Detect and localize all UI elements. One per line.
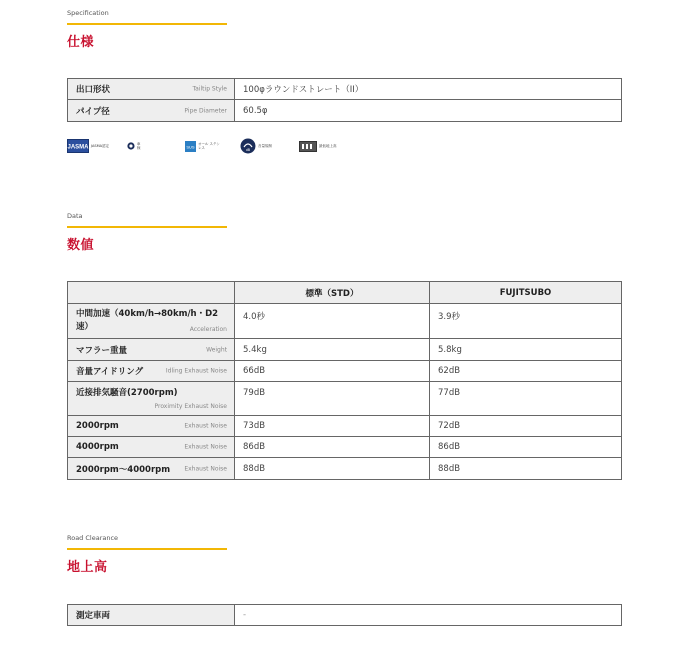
data-label-jp: 4000rpm [76,442,119,452]
spec-value: 60.5φ [235,100,622,122]
spec-label-en: Tailtip Style [192,85,227,93]
svg-text:dB: dB [245,148,251,152]
data-row-2000rpm [68,416,622,437]
data-label-cell [68,458,235,480]
clearance-accent-line [67,548,227,550]
jasma-caption: JASMA認定 [91,144,110,148]
data-header-row [68,282,622,304]
data-row-weight [68,339,622,361]
data-table [67,281,622,480]
data-header-fujitsubo: FUJITSUBO [430,282,622,304]
data-label-jp: 2000rpm～4000rpm [76,464,171,475]
data-std-value: 4.0秒 [235,304,430,339]
data-section-en-label: Data [67,212,83,220]
clearance-label-jp: 測定車両 [76,611,111,621]
spec-label-jp: パイプ径 [76,106,110,117]
data-label-jp: マフラー重量 [76,345,128,356]
data-std-value: 66dB [235,361,430,382]
data-std-value: 88dB [235,458,430,480]
clearance-value: - [235,605,622,626]
vehicle-inspection-caption: 車検 [136,142,141,150]
data-label-cell [68,361,235,382]
svg-text:SUS: SUS [186,144,195,149]
data-row-idling-noise [68,361,622,382]
clearance-row-vehicle [68,605,622,626]
clearance-table [67,604,622,626]
spec-row-tailtip [68,79,622,100]
data-label-en: Proximity Exhaust Noise [154,403,227,410]
spec-label-cell [68,100,235,122]
data-label-en: Weight [206,346,227,353]
spec-label-en: Pipe Diameter [184,107,227,114]
data-std-value: 73dB [235,416,430,437]
spec-section-title: 仕様 [67,35,95,50]
noise-regulation-caption: 音量規制 [258,144,272,148]
data-label-en: Idling Exhaust Noise [165,367,227,375]
data-header-blank [68,282,235,304]
data-label-jp: 2000rpm [76,421,119,431]
data-fujitsubo-value: 86dB [430,437,622,458]
clearance-section-title: 地上高 [67,560,108,575]
svg-text:JASMA: JASMA [67,144,89,151]
data-fujitsubo-value: 77dB [430,382,622,416]
road-clearance-icon [299,138,345,154]
data-fujitsubo-value: 3.9秒 [430,304,622,339]
all-stainless-icon [185,138,220,154]
spec-accent-line [67,23,227,25]
data-fujitsubo-value: 72dB [430,416,622,437]
data-fujitsubo-value: 62dB [430,361,622,382]
data-std-value: 86dB [235,437,430,458]
data-label-en: Exhaust Noise [184,465,227,472]
data-fujitsubo-value: 88dB [430,458,622,480]
data-accent-line [67,226,227,228]
spec-row-pipe-diameter [68,100,622,122]
data-label-en: Exhaust Noise [184,443,227,451]
data-label-en: Exhaust Noise [184,422,227,430]
data-header-std: 標準（STD） [235,282,430,304]
spec-section-en-label: Specification [67,9,109,17]
data-label-cell [68,304,235,339]
data-row-proximity-noise [68,382,622,416]
data-std-value: 79dB [235,382,430,416]
data-fujitsubo-value: 5.8kg [430,339,622,361]
noise-regulation-icon [240,138,284,154]
data-row-4000rpm [68,437,622,458]
data-label-cell [68,416,235,437]
clearance-section-en-label: Road Clearance [67,534,119,542]
data-row-acceleration [68,304,622,339]
data-label-jp: 音量アイドリング [76,367,144,377]
data-label-cell [68,382,235,416]
data-label-cell [68,339,235,361]
data-label-jp: 中間加速（40km/h→80km/h・D2速） [76,309,219,332]
clearance-label-cell [68,605,235,626]
road-clearance-caption: 最低地上高 [319,144,337,148]
vehicle-inspection-icon [127,138,143,154]
spec-label-cell [68,79,235,100]
data-section-title: 数値 [67,238,95,253]
spec-value: 100φラウンドストレート（II） [235,79,622,100]
jasma-certified-icon [67,138,115,154]
data-std-value: 5.4kg [235,339,430,361]
spec-label-jp: 出口形状 [76,85,111,95]
data-label-jp: 近接排気騒音(2700rpm) [76,388,178,398]
data-label-en: Acceleration [189,326,227,333]
all-stainless-caption: オール ステンレス [198,142,220,150]
data-label-cell [68,437,235,458]
data-row-2000-4000rpm [68,458,622,480]
spec-table [67,78,622,122]
